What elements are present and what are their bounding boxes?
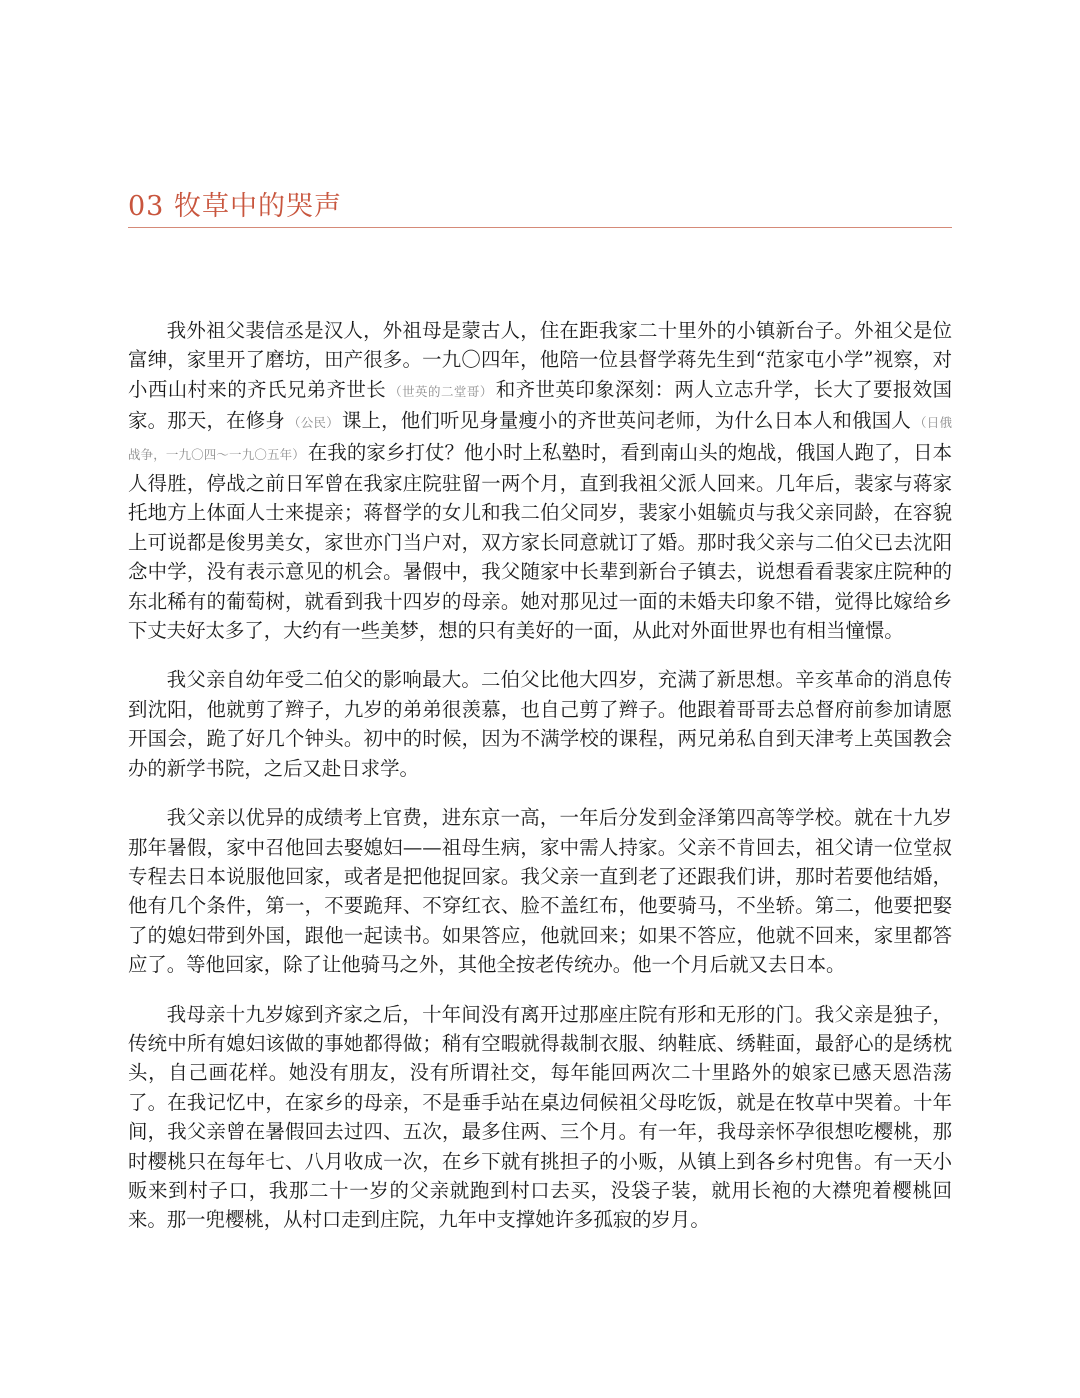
paragraph [128, 803, 952, 979]
annotation-note: （世英的二堂哥） [389, 383, 493, 399]
paragraph-text: 我母亲十九岁嫁到齐家之后，十年间没有离开过那座庄院有形和无形的门。我父亲是独子，传统中所有媳妇该做的事她都得做；稍有空暇就得裁制衣服、纳鞋底、绣鞋面，最舒心的是绣枕头，自己画花样。她没有朋友，没有所谓社交，每年能回两次二十里路外的娘家已感天恩浩荡了。在我记忆中，在家乡的母亲，不是垂手站在桌边伺候祖父母吃饭，就是在牧草中哭着。十年间，我父亲曾在暑假回去过四、五次，最多住两、三个月。有一年，我母亲怀孕很想吃樱桃，那时樱桃只在每年七、八月收成一次，在乡下就有挑担子的小贩，从镇上到各乡村兜售。有一天小贩来到村子口，我那二十一岁的父亲就跑到村口去买，没袋子装，就用长袍的大襟兜着樱桃回来。那一兜樱桃，从村口走到庄院，九年中支撑她许多孤寂的岁月。 [128, 1002, 952, 1232]
paragraph-text: 课上，他们听见身量瘦小的齐世英问老师，为什么日本人和俄国人 [341, 409, 912, 433]
paragraph-text: 我外祖父裴信丞是汉人，外祖母是蒙古人，住在距我家二十里外的小镇新台子。外祖父是位富绅，家里开了磨坊，田产很多。一九〇四年，他陪一位县督学蒋先生到“范家屯小学”视察，对小西山村来的齐氏兄弟齐世长 [128, 319, 952, 401]
paragraph [128, 1000, 952, 1235]
paragraph-text: 和齐世英印象深刻：两人立志升学，长大了要报效国家。那天，在修身 [128, 377, 953, 433]
paragraph-text: 在我的家乡打仗？他小时上私塾时，看到南山头的炮战，俄国人跑了，日本人得胜，停战之前日军曾在我家庄院驻留一两个月，直到我祖父派人回来。几年后，裴家与蒋家托地方上体面人士来提亲；蒋督学的女儿和我二伯父同岁，裴家小姐毓贞与我父亲同龄，在容貌上可说都是俊男美女，家世亦门当户对，双方家长同意就订了婚。那时我父亲与二伯父已去沈阳念中学，没有表示意见的机会。暑假中，我父随家中长辈到新台子镇去，说想看看裴家庄院种的东北稀有的葡萄树，就看到我十四岁的母亲。她对那见过一面的未婚夫印象不错，觉得比嫁给乡下丈夫好太多了，大约有一些美梦，想的只有美好的一面，从此对外面世界也有相当憧憬。 [128, 440, 952, 643]
paragraph [128, 665, 952, 783]
paragraph-text: 我父亲以优异的成绩考上官费，进东京一高，一年后分发到金泽第四高等学校。就在十九岁那年暑假，家中召他回去娶媳妇——祖母生病，家中需人持家。父亲不肯回去，祖父请一位堂叔专程去日本说服他回家，或者是把他捉回家。我父亲一直到老了还跟我们讲，那时若要他结婚，他有几个条件，第一，不要跪拜、不穿红衣、脸不盖红布，他要骑马，不坐轿。第二，他要把娶了的媳妇带到外国，跟他一起读书。如果答应，他就回来；如果不答应，他就不回来，家里都答应了。等他回家，除了让他骑马之外，其他全按老传统办。他一个月后就又去日本。 [128, 806, 952, 977]
paragraph-text: 我父亲自幼年受二伯父的影响最大。二伯父比他大四岁，充满了新思想。辛亥革命的消息传到沈阳，他就剪了辫子，九岁的弟弟很羡慕，也自己剪了辫子。他跟着哥哥去总督府前参加请愿开国会，跪了好几个钟头。初中的时候，因为不满学校的课程，两兄弟私自到天津考上英国教会办的新学书院，之后又赴日求学。 [128, 668, 952, 780]
title-divider [128, 227, 952, 228]
chapter-title: 03 牧草中的哭声 [128, 191, 342, 222]
annotation-note: （日俄战争，一九〇四～一九〇五年） [128, 415, 952, 462]
annotation-note: （公民） [288, 415, 339, 431]
paragraph [128, 316, 952, 645]
chapter-body [128, 316, 952, 1255]
